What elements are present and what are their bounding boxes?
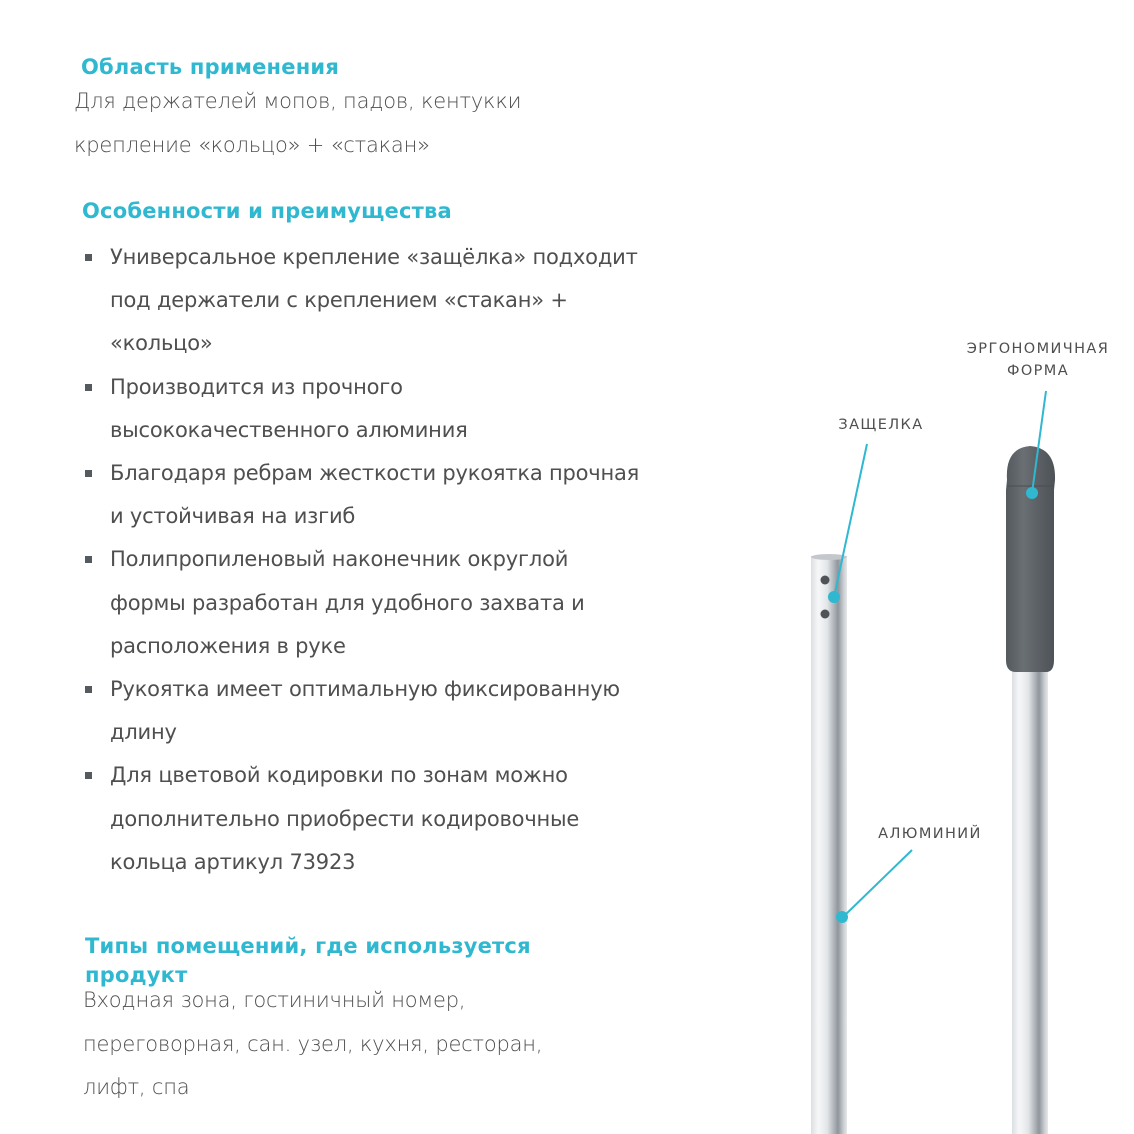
feature-line: под держатели с креплением «стакан» + [110,288,568,313]
application-line: крепление «кольцо» + «стакан» [74,132,430,157]
rooms-heading-line: Типы помещений, где используется [85,934,531,958]
feature-line: Производится из прочного [110,374,403,399]
feature-line: дополнительно приобрести кодировочные [110,806,580,831]
feature-line: Универсальное крепление «защёлка» подходит [110,245,638,269]
rooms-line: переговорная, сан. узел, кухня, ресторан, [83,1031,543,1056]
callout-line-aluminum [843,850,912,917]
callout-line-latch [834,444,867,597]
application-line: Для держателей мопов, падов, кентукки [74,89,522,113]
feature-line: кольца артикул 73923 [110,849,356,874]
features-heading: Особенности и преимущества [82,199,452,223]
feature-line: Для цветовой кодировки по зонам можно [110,763,568,788]
label-line: ФОРМА [1006,363,1070,379]
label-ergonomic [950,338,1126,382]
latch-hole [821,610,830,619]
application-heading: Область применения [81,55,339,79]
feature-line: длину [110,720,177,745]
feature-line: Полипропиленовый наконечник округлой [110,547,569,572]
rooms-line: Входная зона, гостиничный номер, [83,988,466,1012]
rooms-line: лифт, спа [83,1075,190,1099]
latch-tube [811,554,847,1134]
callout-dot-aluminum [836,911,848,923]
feature-line: расположения в руке [110,633,346,658]
feature-line: Благодаря ребрам жесткости рукоятка прочная [110,461,640,486]
grip-tube [1006,446,1055,1134]
rooms-heading-line: продукт [85,963,188,987]
latch-hole [821,576,830,585]
grip-handle [1006,446,1055,672]
label-latch: ЗАЩЕЛКА [838,417,924,433]
feature-line: высококачественного алюминия [110,417,468,442]
feature-line: и устойчивая на изгиб [110,504,356,529]
feature-line: формы разработан для удобного захвата и [110,590,585,615]
label-aluminum: АЛЮМИНИЙ [878,826,982,842]
label-line: ЭРГОНОМИЧНАЯ [966,341,1110,357]
feature-line: «кольцо» [110,331,213,356]
callout-dot-latch [828,591,840,603]
callout-dot-ergonomic [1026,487,1038,499]
feature-line: Рукоятка имеет оптимальную фиксированную [110,677,620,702]
